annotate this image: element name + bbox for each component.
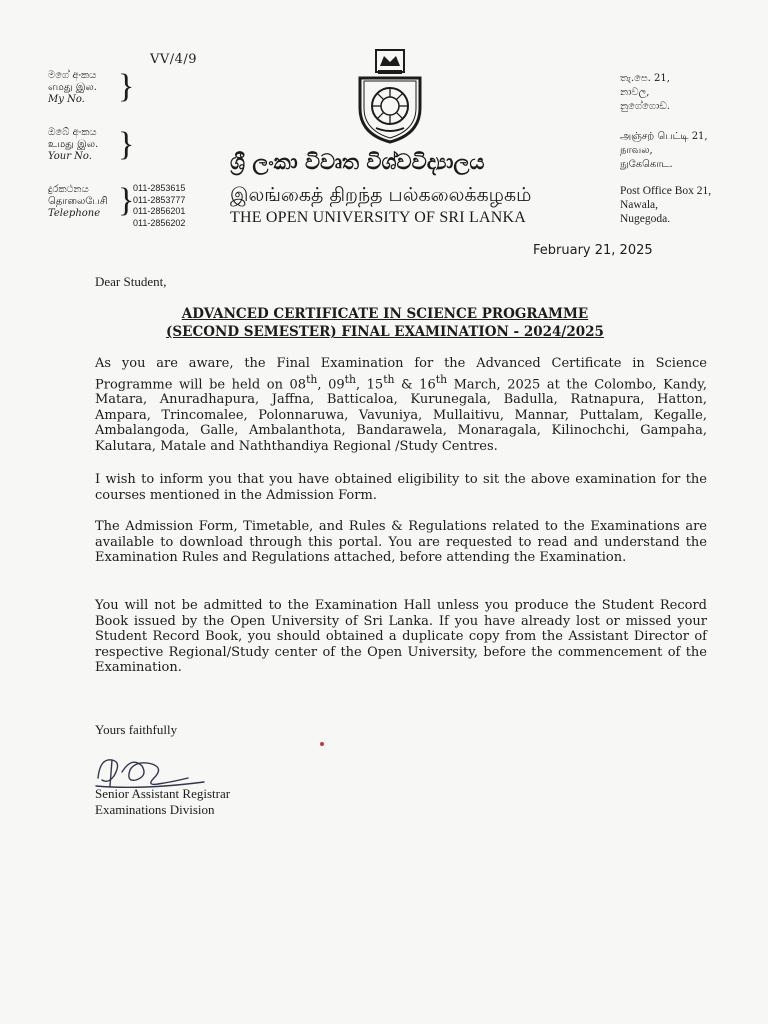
university-name-english: THE OPEN UNIVERSITY OF SRI LANKA	[230, 209, 527, 226]
address-sinhala	[620, 72, 670, 114]
letter-title-line2: (SECOND SEMESTER) FINAL EXAMINATION - 2024/2025	[166, 324, 604, 340]
address-line: Nugegoda.	[620, 213, 671, 225]
telephone-numbers	[133, 183, 185, 229]
signatory-division: Examinations Division	[95, 802, 215, 817]
brace-icon: }	[118, 126, 135, 163]
address-english	[620, 184, 711, 226]
address-line: නුගේගොඩ.	[620, 101, 670, 112]
ordinal-suffix: th	[344, 372, 356, 386]
address-tamil	[620, 130, 708, 172]
address-line: Post Office Box 21,	[620, 185, 712, 197]
university-name-tamil: இலங்கைத் திறந்த பல்கலைக்கழகம்	[230, 184, 532, 206]
university-name-sinhala: ශ්‍රී ලංකා විවෘත විශ්වවිද්‍යාලය	[230, 150, 485, 174]
paragraph-text: , 09	[317, 376, 345, 392]
paragraph-admission-form: The Admission Form, Timetable, and Rules & Regulations related to the Examinations are available to download through this portal. You are requested to read and understand the Examination Rules and Regulations attached, before attending the Examination.	[95, 519, 707, 565]
letter-date: February 21, 2025	[533, 243, 653, 258]
ordinal-suffix: th	[306, 372, 318, 386]
reference-number: VV/4/9	[150, 52, 198, 67]
phone-number: 011-2853615	[133, 183, 186, 193]
ordinal-suffix: th	[383, 372, 395, 386]
paragraph-text: , 15	[355, 376, 384, 392]
phone-number: 011-2856202	[133, 217, 186, 228]
telephone-en: Telephone	[48, 208, 101, 219]
salutation: Dear Student,	[95, 274, 167, 289]
address-line: நாவல,	[620, 145, 653, 156]
telephone-label	[48, 184, 108, 220]
phone-number: 011-2853777	[133, 194, 186, 205]
address-line: Nawala,	[620, 199, 658, 211]
my-no-ta: எமது இல.	[48, 82, 97, 93]
my-no-en: My No.	[48, 94, 85, 105]
your-no-ta: உமது இல.	[48, 139, 99, 150]
brace-icon: }	[118, 182, 135, 219]
telephone-ta: தொலைபேசி	[48, 196, 108, 207]
address-line: තැ.පෙ. 21,	[620, 73, 670, 84]
telephone-si: දුරකථනය	[48, 184, 89, 195]
university-crest-icon	[354, 48, 426, 144]
address-line: நுகேகொட.	[620, 159, 673, 170]
ordinal-suffix: th	[435, 372, 448, 386]
letter-title-line1: ADVANCED CERTIFICATE IN SCIENCE PROGRAMME	[181, 306, 589, 322]
paragraph-text: As you are aware, the Final Examination for the Advanced Certificate in Science Programme will be held on 08	[95, 356, 707, 392]
closing: Yours faithfully	[95, 722, 178, 737]
your-no-si: ඔබේ අංකය	[48, 127, 97, 138]
paragraph-text: March, 2025 at the Colombo, Kandy, Matara, Anuradhapura, Jaffna, Batticaloa, Kurunegala, Badulla, Ratnapura, Hatton, Ampara, Trincomalee, Polonnaruwa, Vavuniya, Mullaitivu, Mannar, Puttalam, Kegalle, Ambalangoda, Galle, Ambalanthota, Bandarawela, Monaragala, Kilinochchi, Gampaha, Kalutara, Matale and Naththandiya Regional /Study Centres.	[95, 376, 708, 454]
address-line: නාවල,	[620, 87, 650, 98]
address-line: அஞ்சற் பெட்டி 21,	[620, 131, 708, 142]
your-no-en: Your No.	[48, 151, 92, 162]
my-no-si: මගේ අංකය	[48, 70, 97, 81]
paragraph-examination-dates	[95, 356, 707, 454]
paragraph-eligibility: I wish to inform you that you have obtained eligibility to sit the above examination for the courses mentioned in the Admission Form.	[95, 472, 707, 503]
brace-icon: }	[118, 68, 135, 105]
signatory-title: Senior Assistant Registrar	[95, 786, 231, 801]
your-no-label	[48, 127, 98, 163]
paragraph-text: & 16	[394, 376, 436, 392]
my-no-label	[48, 70, 97, 106]
ink-mark	[320, 742, 324, 746]
phone-number: 011-2856201	[133, 206, 186, 216]
paragraph-record-book: You will not be admitted to the Examination Hall unless you produce the Student Record Book issued by the Open University of Sri Lanka. If you have already lost or missed your Student Record Book, you should obtained a duplicate copy from the Assistant Director of respective Regional/Study center of the Open University, before the commencement of the Examination.	[95, 598, 707, 675]
